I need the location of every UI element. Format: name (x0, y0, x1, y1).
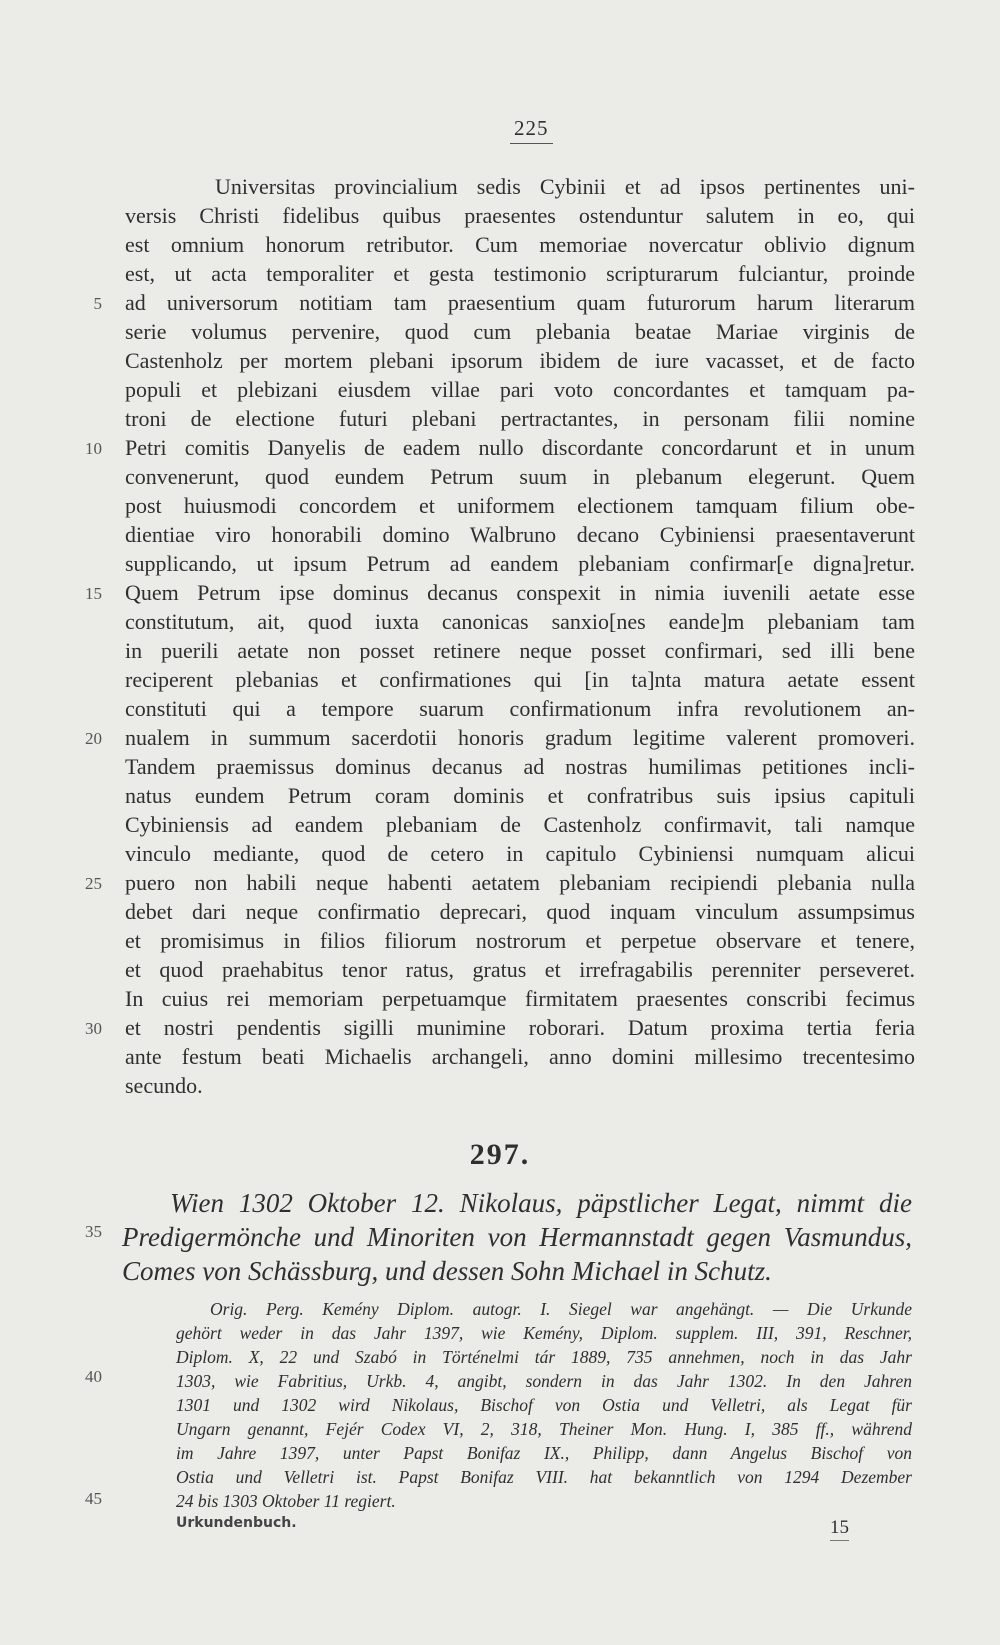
note-line: gehört weder in das Jahr 1397, wie Kemény, Diplom. supplem. III, 391, Reschner, (176, 1323, 912, 1343)
note-line: Ungarn genannt, Fejér Codex VI, 2, 318, Theiner Mon. Hung. I, 385 ff., während (176, 1419, 912, 1439)
text-line: ad universorum notitiam tam praesentium quam futurorum harum literarum (125, 290, 915, 315)
text-line: ante festum beati Michaelis archangeli, anno domini millesimo trecentesimo (125, 1044, 915, 1069)
text-line: dientiae viro honorabili domino Walbruno decano Cybiniensi praesentaverunt (125, 522, 915, 547)
note-line: Orig. Perg. Kemény Diplom. autogr. I. Siegel war angehängt. — Die Urkunde (210, 1299, 912, 1319)
text-line: Universitas provincialium sedis Cybinii et ad ipsos pertinentes uni- (215, 174, 915, 199)
text-line: debet dari neque confirmatio deprecari, quod inquam vinculum assumpsimus (125, 899, 915, 924)
line-number: 40 (85, 1367, 102, 1386)
text-line: natus eundem Petrum coram dominis et confratribus suis ipsius capituli (125, 783, 915, 808)
line-number: 15 (85, 584, 102, 603)
text-line: nualem in summum sacerdotii honoris gradum legitime valerent promoveri. (125, 725, 915, 750)
heading-line: Wien 1302 Oktober 12. Nikolaus, päpstlicher Legat, nimmt die (170, 1188, 912, 1218)
line-number: 10 (85, 439, 102, 458)
text-line: versis Christi fidelibus quibus praesentes ostenduntur salutem in eo, qui (125, 203, 915, 228)
line-number: 30 (85, 1019, 102, 1038)
text-line: est, ut acta temporaliter et gesta testimonio scripturarum fulciantur, proinde (125, 261, 915, 286)
text-line: constituti qui a tempore suarum confirmationum infra revolutionem an- (125, 696, 915, 721)
text-line: et quod praehabitus tenor ratus, gratus et irrefragabilis perenniter perseveret. (125, 957, 915, 982)
text-line: Tandem praemissus dominus decanus ad nostras humilimas petitiones incli- (125, 754, 915, 779)
text-line: convenerunt, quod eundem Petrum suum in plebanum elegerunt. Quem (125, 464, 915, 489)
text-line: puero non habili neque habenti aetatem plebaniam recipiendi plebania nulla (125, 870, 915, 895)
text-line: Cybiniensis ad eandem plebaniam de Castenholz confirmavit, tali namque (125, 812, 915, 837)
text-line: in puerili aetate non posset retinere neque posset confirmari, sed illi bene (125, 638, 915, 663)
note-line: Diplom. X, 22 und Szabó in Történelmi tár 1889, 735 annehmen, noch in das Jahr (176, 1347, 912, 1367)
note-line: 1301 und 1302 wird Nikolaus, Bischof von Ostia und Velletri, als Legat für (176, 1395, 912, 1415)
text-line: serie volumus pervenire, quod cum plebania beatae Mariae virginis de (125, 319, 915, 344)
text-line: et nostri pendentis sigilli munimine roborari. Datum proxima tertia feria (125, 1015, 915, 1040)
line-number: 20 (85, 729, 102, 748)
note-line: 1303, wie Fabritius, Urkb. 4, angibt, sondern in das Jahr 1302. In den Jahren (176, 1371, 912, 1391)
line-number: 45 (85, 1489, 102, 1508)
text-line: populi et plebizani eiusdem villae pari voto concordantes et tamquam pa- (125, 377, 915, 402)
text-line: Petri comitis Danyelis de eadem nullo discordante concordarunt et in unum (125, 435, 915, 460)
heading-line: Predigermönche und Minoriten von Hermannstadt gegen Vasmundus, (122, 1222, 912, 1252)
text-line: Castenholz per mortem plebani ipsorum ibidem de iure vacasset, et de facto (125, 348, 915, 373)
line-number: 25 (85, 874, 102, 893)
footer-label: Urkundenbuch. (176, 1515, 297, 1531)
text-line: constitutum, ait, quod iuxta canonicas sanxio[nes eande]m plebaniam tam (125, 609, 915, 634)
signature-mark: 15 (830, 1517, 849, 1541)
text-line: vinculo mediante, quod de cetero in capitulo Cybiniensi numquam alicui (125, 841, 915, 866)
note-line: Ostia und Velletri ist. Papst Bonifaz VIII. hat bekanntlich von 1294 Dezember (176, 1467, 912, 1487)
text-line: In cuius rei memoriam perpetuamque firmitatem praesentes conscribi fecimus (125, 986, 915, 1011)
text-line: post huiusmodi concordem et uniformem electionem tamquam filium obe- (125, 493, 915, 518)
heading-line: Comes von Schässburg, und dessen Sohn Michael in Schutz. (122, 1256, 772, 1286)
text-line: est omnium honorum retributor. Cum memoriae novercatur oblivio dignum (125, 232, 915, 257)
note-line: 24 bis 1303 Oktober 11 regiert. (176, 1491, 396, 1511)
line-number: 5 (93, 294, 102, 313)
text-line: secundo. (125, 1073, 203, 1098)
note-line: im Jahre 1397, unter Papst Bonifaz IX., Philipp, dann Angelus Bischof von (176, 1443, 912, 1463)
text-line: et promisimus in filios filiorum nostrorum et perpetue observare et tenere, (125, 928, 915, 953)
line-number: 35 (85, 1222, 102, 1241)
text-line: supplicando, ut ipsum Petrum ad eandem plebaniam confirmar[e digna]retur. (125, 551, 915, 576)
text-line: Quem Petrum ipse dominus decanus conspexit in nimia iuvenili aetate esse (125, 580, 915, 605)
document-number: 297. (469, 1138, 531, 1171)
text-line: reciperent plebanias et confirmationes qui [in ta]nta matura aetate essent (125, 667, 915, 692)
text-line: troni de electione futuri plebani pertractantes, in personam filii nomine (125, 406, 915, 431)
page-number: 225 (510, 116, 553, 144)
